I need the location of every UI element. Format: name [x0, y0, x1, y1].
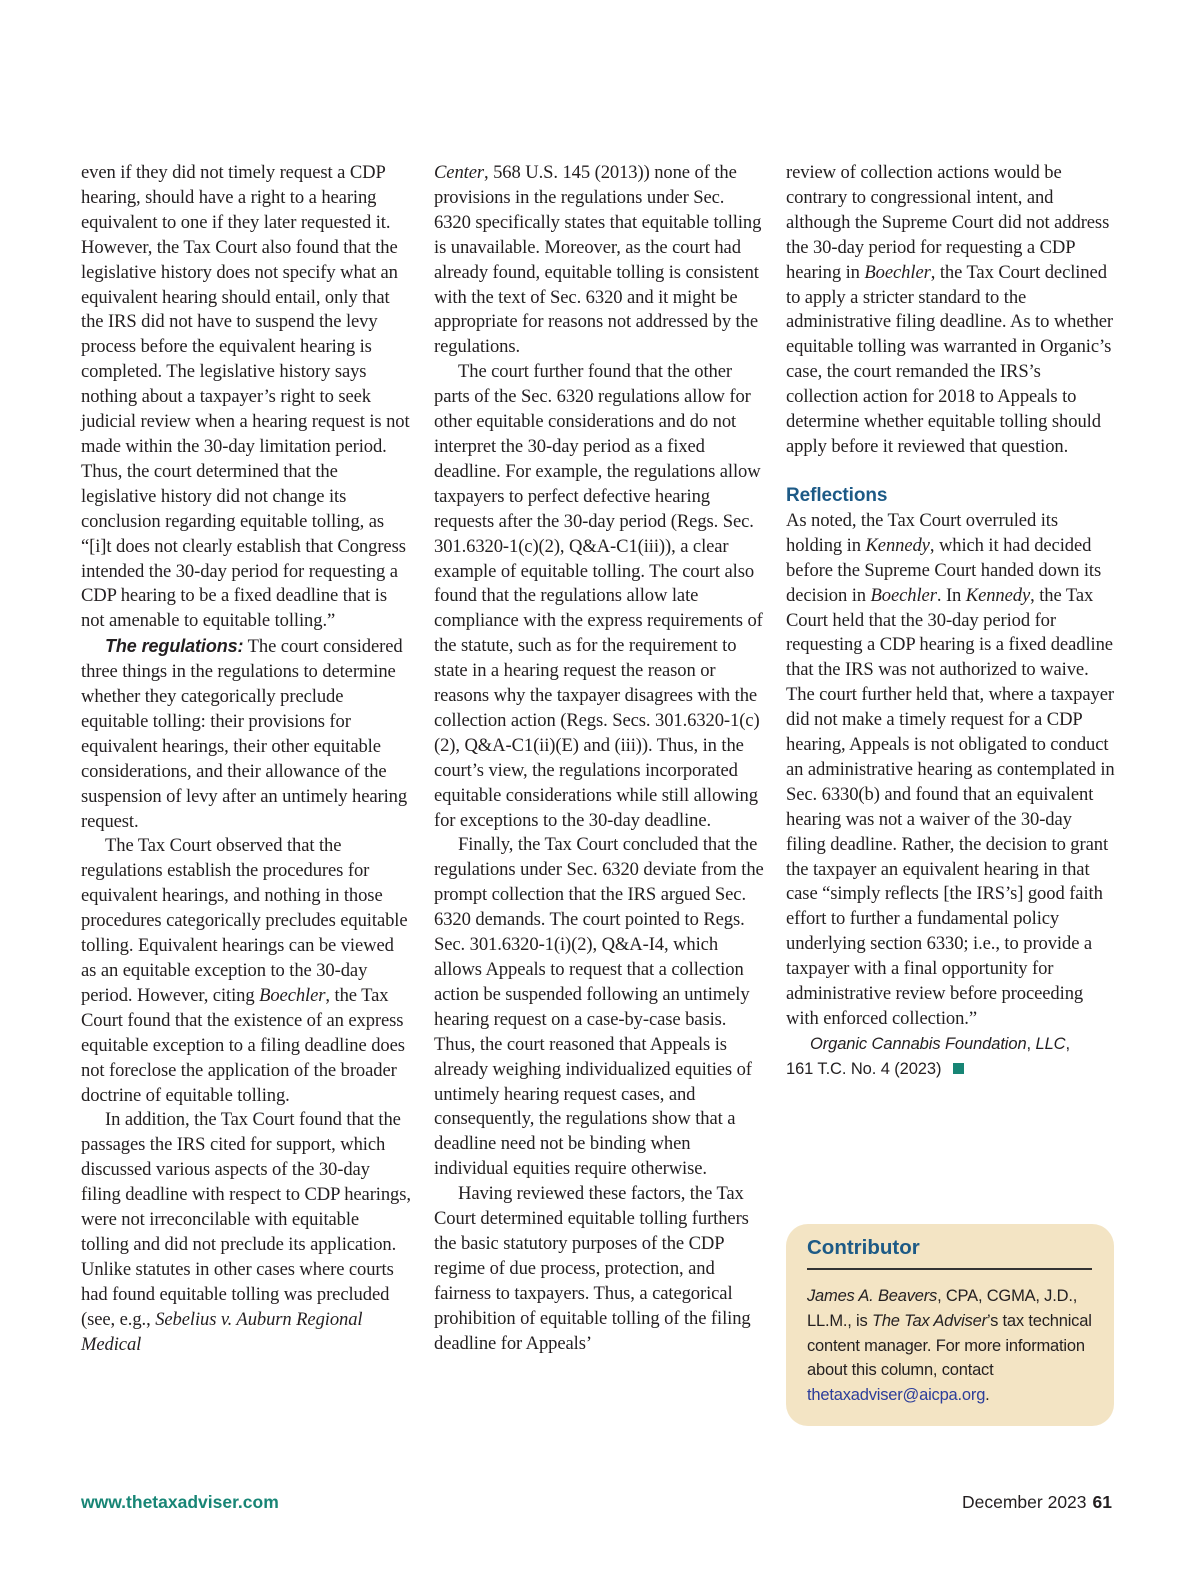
- contributor-bio: [807, 1284, 1092, 1408]
- citation-separator: ,: [1065, 1034, 1070, 1053]
- case-name: Boechler: [259, 984, 326, 1006]
- citation-case-name: Organic Cannabis Foundation: [810, 1034, 1027, 1053]
- citation-separator: ,: [1026, 1034, 1036, 1053]
- paragraph-text: , 568 U.S. 145 (2013)) none of the provisions in the regulations under Sec. 6320 specifically states that equitable tolling is unavailable. Moreover, as the court had already found, equitable tolling is consistent with the text of Sec. 6320 and it might be appropriate for reasons not addressed by the regulations.: [434, 162, 762, 358]
- paragraph-text: , the Tax Court found that the existence of an express equitable exception to a filing deadline does not foreclose the application of the broader doctrine of equitable tolling.: [81, 984, 405, 1106]
- case-citation: [786, 1032, 1116, 1082]
- column-3: [786, 161, 1116, 1082]
- body-paragraph: [81, 1108, 411, 1357]
- citation-line: [786, 1032, 1116, 1057]
- run-in-heading: The regulations:: [105, 636, 244, 657]
- citation-entity: LLC: [1035, 1034, 1066, 1053]
- footer-website-link[interactable]: www.thetaxadviser.com: [81, 1492, 279, 1512]
- paragraph-text: , the Tax Court held that the 30-day period for requesting a CDP hearing is a fixed deadline that the IRS was not authorized to waive. The court further held that, where a taxpayer did not make a timely request for a CDP hearing, Appeals is not obligated to conduct an administrative hearing as contemplated in Sec. 6330(b) and found that an equivalent hearing was not a waiver of the 30-day filing deadline. Rather, the decision to grant the taxpayer an equivalent hearing in that case “simply reflects [the IRS’s] good faith effort to further a fundamental policy underlying section 6330; i.e., to provide a taxpayer with a final opportunity for administrative review before proceeding with enforced collection.”: [786, 584, 1115, 1029]
- contributor-box: [786, 1224, 1114, 1426]
- section-heading: Reflections: [786, 484, 888, 506]
- paragraph-text: . In: [936, 584, 966, 606]
- body-paragraph: [81, 834, 411, 1108]
- contributor-text: ’s tax technical content manager. For more information about this column, contact: [807, 1311, 1092, 1380]
- body-paragraph: The court further found that the other parts of the Sec. 6320 regulations allow for other equitable considerations and do not interpret the 30-day period as a fixed deadline. For example, the regulations allow taxpayers to perfect defective hearing requests after the 30-day period (Regs. Sec. 301.6320-1(c)(2), Q&A-C1(iii)), a clear example of equitable tolling. The court also found that the regulations allow late compliance with the express requirements of the statute, such as for the requirement to state in a hearing request the reason or reasons why the taxpayer disagrees with the collection action (Regs. Secs. 301.6320-1(c)(2), Q&A-C1(ii)(E) and (iii)). Thus, in the court’s view, the regulations incorporated equitable considerations while still allowing for exceptions to the 30-day deadline.: [434, 361, 763, 831]
- contributor-title: Contributor: [807, 1236, 1092, 1270]
- column-2: [434, 161, 764, 1357]
- citation-reporter: 161 T.C. No. 4 (2023): [786, 1059, 942, 1078]
- column-1: [81, 161, 411, 1358]
- case-name: Center: [434, 162, 485, 183]
- body-paragraph: Finally, the Tax Court concluded that the regulations under Sec. 6320 deviate from the prompt collection that the IRS argued Sec. 6320 demands. The court pointed to Regs. Sec. 301.6320-1(i)(2), Q&A-I4, which allows Appeals to request that a collection action be suspended following an untimely hearing request on a case-by-case basis. Thus, the court reasoned that Appeals is already weighing individualized equities of untimely hearing request cases, and consequently, the regulations show that a deadline need not be binding when individual equities require otherwise.: [434, 834, 764, 1180]
- body-paragraph: [434, 161, 764, 360]
- body-paragraph: [81, 161, 411, 634]
- body-paragraph: [786, 509, 1116, 1032]
- issue-date: December 2023: [962, 1492, 1087, 1512]
- publication-name: The Tax Adviser: [871, 1311, 987, 1330]
- case-name: Kennedy: [965, 584, 1031, 606]
- paragraph-text: , the Tax Court declined to apply a stricter standard to the administrative filing deadline. As to whether equitable tolling was warranted in Organic’s case, the court remanded the IRS’s collection action for 2018 to Appeals to determine whether equitable tolling should apply before it reviewed that question.: [786, 261, 1114, 457]
- paragraph-text: review of collection actions would be contrary to congressional intent, and although the Supreme Court did not address the 30-day period for requesting a CDP hearing in: [786, 162, 1110, 283]
- paragraph-text: The Tax Court observed that the regulations establish the procedures for equivalent hearings, and nothing in those procedures categorically precludes equitable tolling. Equivalent hearings can be viewed as an equitable exception to the 30-day period. However, citing: [81, 835, 408, 1006]
- contributor-text-end: .: [985, 1386, 990, 1405]
- contributor-credentials: , CPA, CGMA, J.D., LL.M., is: [807, 1287, 1078, 1330]
- contributor-name: James A. Beavers: [807, 1287, 938, 1305]
- paragraph-text: The court considered three things in the regulations to determine whether they categorically preclude equitable tolling: their provisions for equivalent hearings, their other equitable considerations, and their allowance of the suspension of levy after an untimely hearing request.: [81, 636, 408, 832]
- case-name: Sebelius v. Auburn Regional Medical: [81, 1308, 363, 1355]
- body-paragraph: Having reviewed these factors, the Tax Court determined equitable tolling furthers the basic statutory purposes of the CDP regime of due process, protection, and fairness to taxpayers. Thus, a categorical prohibition of equitable tolling of the filing deadline for Appeals’: [434, 1183, 751, 1354]
- paragraph-text: even if they did not timely request a CDP hearing, should have a right to a hearing equivalent to one if they later requested it. However, the Tax Court also found that the legislative history does not specify what an equivalent hearing should entail, only that the IRS did not have to suspend the levy process before the equivalent hearing is completed. The legislative history says nothing about a taxpayer’s right to seek judicial review when a hearing request is not made within the 30-day limitation period. Thus, the court determined that the legislative history did not change its conclusion regarding equitable tolling, as “[i]t does not clearly establish that Congress intended the 30-day period for requesting a CDP hearing to be a fixed deadline that is not amenable to equitable tolling.”: [81, 162, 410, 632]
- case-name: Kennedy: [865, 534, 930, 556]
- paragraph-text: As noted, the Tax Court overruled its holding in: [786, 509, 1058, 556]
- paragraph-text: , which it had decided before the Supreme Court handed down its decision in: [786, 534, 1102, 606]
- case-name: Boechler: [864, 261, 931, 283]
- case-name: Boechler: [870, 584, 937, 606]
- body-paragraph: [81, 634, 411, 834]
- paragraph-text: In addition, the Tax Court found that the passages the IRS cited for support, which discussed various aspects of the 30-day filing deadline with respect to CDP hearings, were not irreconcilable with equitable tolling and did not preclude its application. Unlike statutes in other cases where courts had found equitable tolling was precluded (see, e.g.,: [81, 1109, 411, 1330]
- end-of-article-mark: [953, 1063, 964, 1074]
- contributor-email-link[interactable]: thetaxadviser@aicpa.org: [807, 1386, 986, 1405]
- body-paragraph: [786, 161, 1116, 460]
- footer-issue: [962, 1492, 1112, 1513]
- page-number: 61: [1092, 1492, 1112, 1512]
